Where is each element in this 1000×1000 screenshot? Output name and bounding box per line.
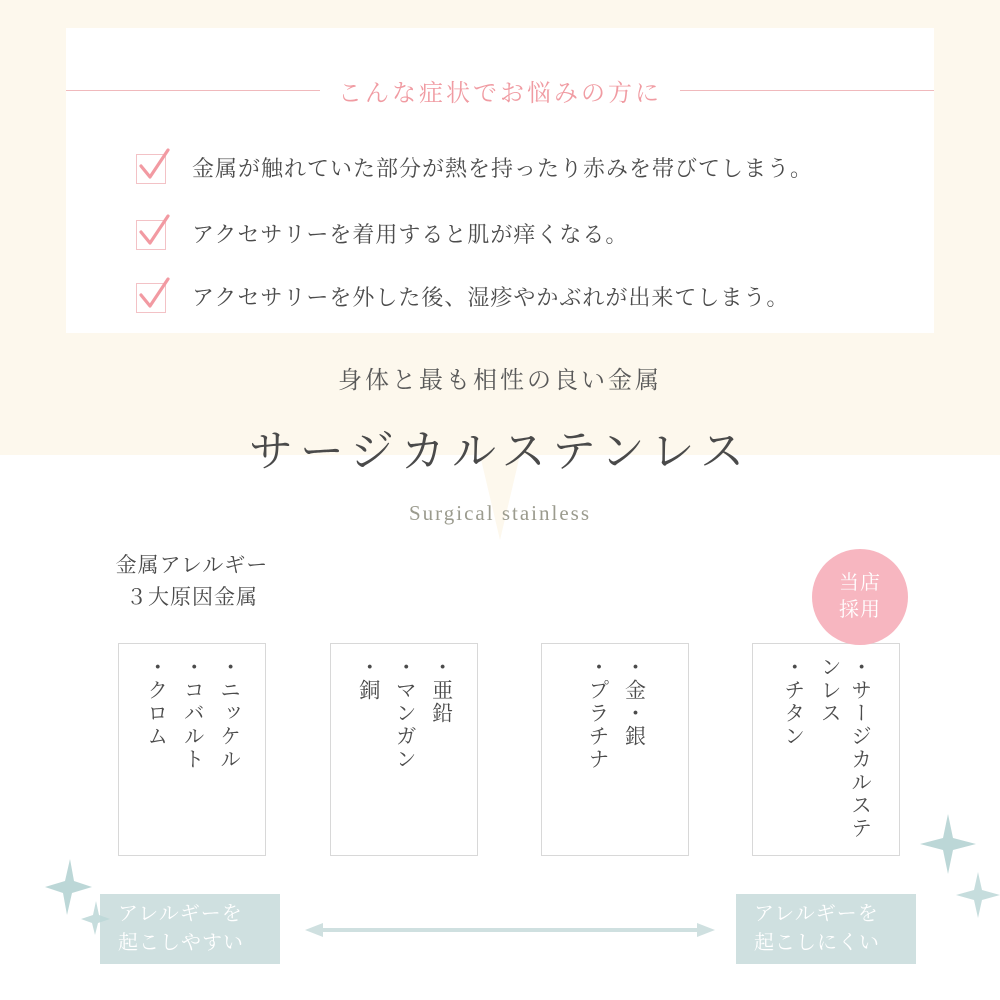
scale-label-left <box>100 894 280 964</box>
symptom-text: アクセサリーを着用すると肌が痒くなる。 <box>192 222 629 247</box>
badge-line1: 当店 <box>839 572 881 594</box>
metal-item: ・クロム <box>144 656 168 748</box>
metal-box-second <box>330 643 478 856</box>
metal-item: ・金・銀 <box>622 656 646 748</box>
metal-item: ・チタン <box>781 656 805 748</box>
symptom-text: 金属が触れていた部分が熱を持ったり赤みを帯びてしまう。 <box>192 156 814 181</box>
cause-label-line1: 金属アレルギー <box>115 554 269 577</box>
scale-right-line2: 起こしにくい <box>754 932 880 954</box>
symptom-heading <box>66 76 934 107</box>
checkbox-checked-icon <box>136 220 166 250</box>
heading-rule-right <box>680 90 934 91</box>
double-arrow-icon <box>305 923 715 937</box>
heading-rule-left <box>66 90 320 91</box>
metal-box-third <box>541 643 689 856</box>
checkbox-checked-icon <box>136 154 166 184</box>
symptom-item <box>136 283 789 314</box>
sparkle-icon <box>40 855 110 935</box>
scale-right-line1: アレルギーを <box>754 903 879 925</box>
title-subheading: 身体と最も相性の良い金属 <box>338 367 662 394</box>
metal-box-cause <box>118 643 266 856</box>
metal-item: ・ニッケル <box>217 656 241 771</box>
symptom-card <box>66 28 934 333</box>
metal-item: ・サージカルステンレス <box>818 656 872 840</box>
title-english: Surgical stainless <box>408 501 591 525</box>
sparkle-icon <box>920 810 1000 920</box>
scale-label-right <box>736 894 916 964</box>
scale-left-line1: アレルギーを <box>118 903 243 925</box>
symptom-heading-text: こんな症状でお悩みの方に <box>338 79 662 107</box>
scale-left-line2: 起こしやすい <box>118 932 244 954</box>
status-badge <box>812 549 908 645</box>
metal-item: ・亜鉛 <box>429 656 453 725</box>
metal-item: ・マンガン <box>393 656 417 771</box>
title-block <box>0 360 1000 526</box>
metal-box-surgical <box>752 643 900 856</box>
cause-label-line2: ３大原因金属 <box>126 585 258 609</box>
metal-item: ・銅 <box>356 656 380 702</box>
page-title: サージカルステンレス <box>248 427 752 476</box>
metal-item: ・コバルト <box>181 656 205 771</box>
symptom-text: アクセサリーを外した後、湿疹やかぶれが出来てしまう。 <box>192 285 790 310</box>
symptom-item <box>136 154 813 185</box>
badge-line2: 採用 <box>839 599 881 621</box>
symptom-item <box>136 220 628 251</box>
checkbox-checked-icon <box>136 283 166 313</box>
cause-label <box>92 550 292 613</box>
metal-item: ・プラチナ <box>586 656 609 771</box>
